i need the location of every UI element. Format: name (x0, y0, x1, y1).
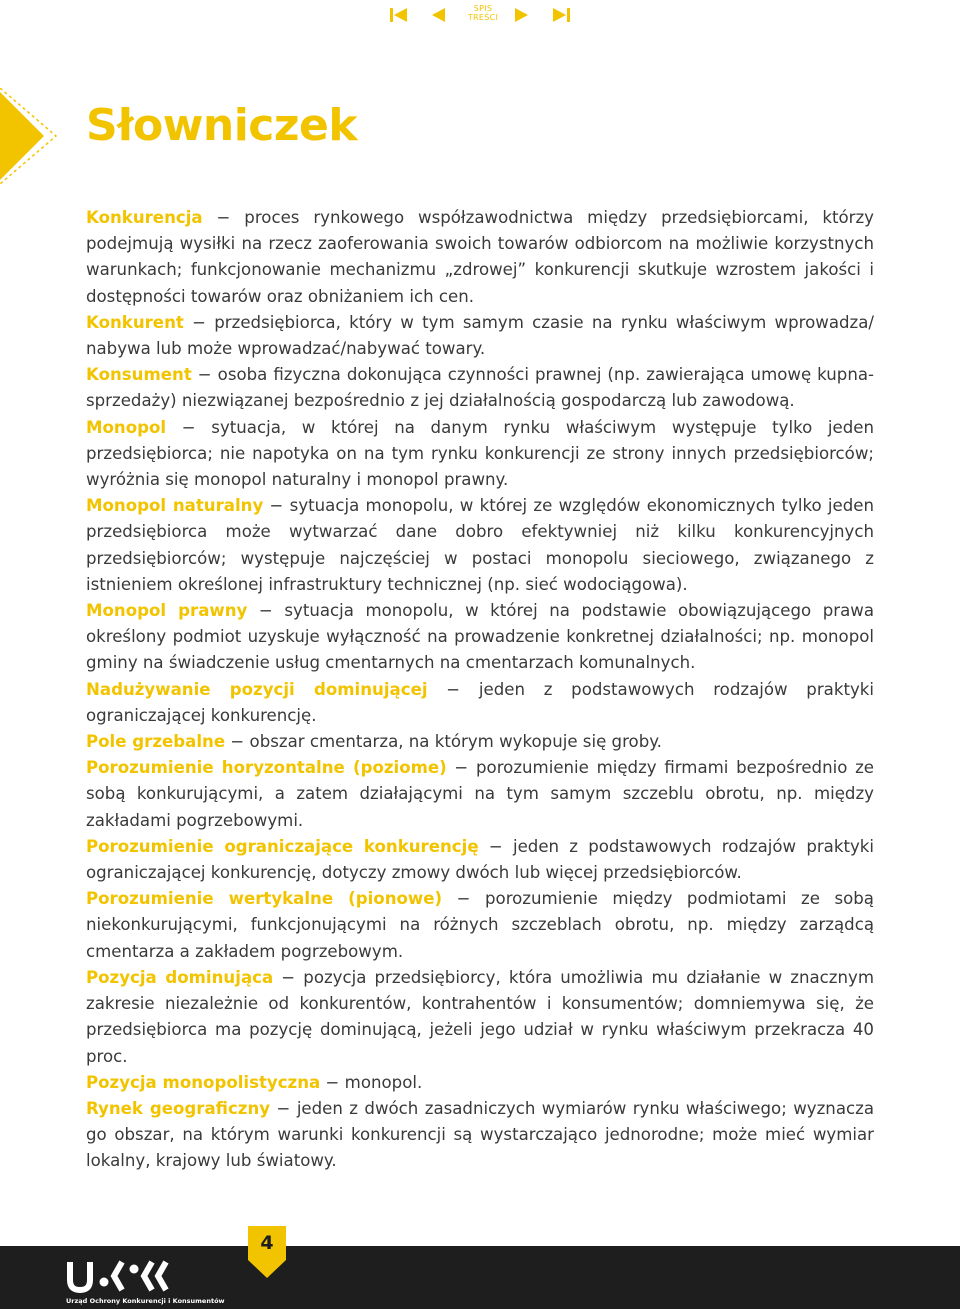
glossary-term: Porozumienie wertykalne (pionowe) (86, 889, 443, 909)
glossary-definition: − sytuacja monopolu, w której na podstawie obowiązującego prawa określony podmiot uzyskuje wyłączność na prowadzenie konkretnej działalności; np. monopol gminy na świadczenie usług cmentarnych na cmentarzach komunalnych. (86, 601, 874, 673)
glossary-term: Rynek geograficzny (86, 1098, 271, 1118)
glossary-term: Porozumienie ograniczające konkurencję (86, 836, 479, 856)
toc-label-line2: TREŚCI (467, 13, 499, 22)
glossary-entry (86, 729, 874, 755)
glossary-definition: − monopol. (320, 1072, 423, 1092)
glossary-definition: − sytuacja, w której na danym rynku właściwym występuje tylko jeden przedsiębiorca; nie napotyka on na tym rynku konkurencji ze strony innych przedsiębiorców; wyróżnia się monopol naturalny i monopol prawny. (86, 417, 874, 490)
glossary (86, 205, 874, 1175)
glossary-definition: − porozumienie między firmami bezpośrednio ze sobą konkurującymi, a zatem działającymi na tym samym szczeblu obrotu, np. między zakładami pogrzebowymi. (86, 758, 874, 830)
glossary-entry (86, 1096, 874, 1175)
top-navigation (384, 0, 584, 30)
glossary-definition: − proces rynkowego współzawodnictwa między przedsiębiorcami, którzy podejmują wysiłki na rzecz zaoferowania swoich towarów odbiorcom na możliwie korzystnych warunkach; funkcjonowanie mechanizmu „zdrowej” konkurencji skutkuje wzrostem jakości i dostępności towarów oraz obniżaniem ich cen. (86, 208, 874, 306)
glossary-entry (86, 362, 874, 414)
glossary-entry (86, 493, 874, 598)
glossary-term: Porozumienie horyzontalne (poziome) (86, 758, 447, 778)
glossary-term: Pozycja dominująca (86, 967, 274, 987)
glossary-term: Monopol prawny (86, 601, 248, 621)
glossary-definition: − porozumienie między podmiotami ze sobą niekonkurującymi, funkcjonującymi na różnych szczeblach obrotu, np. między zarządcą cmentarza a zakładem pogrzebowym. (86, 889, 874, 961)
glossary-entry (86, 886, 874, 965)
toc-label-line1: SPIS (473, 4, 493, 13)
glossary-definition: − jeden z dwóch zasadniczych wymiarów rynku właściwego; wyznacza go obszar, na którym warunki konkurencji są wystarczająco jednorodne; może mieć wymiar lokalny, krajowy lub światowy. (86, 1098, 874, 1171)
last-page-button[interactable] (550, 6, 572, 24)
arrow-left-icon (428, 6, 450, 24)
glossary-entry (86, 834, 874, 886)
skip-to-start-icon (388, 6, 410, 24)
first-page-button[interactable] (388, 6, 410, 24)
glossary-term: Pozycja monopolistyczna (86, 1072, 321, 1092)
glossary-term: Konkurencja (86, 208, 203, 227)
glossary-term: Nadużywanie pozycji dominującej (86, 679, 428, 699)
glossary-entry (86, 965, 874, 1070)
glossary-definition: − jeden z podstawowych rodzajów praktyki ograniczającej konkurencję, dotyczy zmowy dwóch lub więcej przedsiębiorców. (86, 836, 875, 883)
glossary-entry (86, 598, 874, 677)
glossary-definition: − osoba fizyczna dokonująca czynności prawnej (np. zawierająca umowę kupna-sprzedaży) niezwiązanej bezpośrednio z jej działalnością gospodarczą lub zawodową. (86, 365, 874, 411)
glossary-term: Konsument (86, 365, 192, 385)
glossary-definition: − obszar cmentarza, na którym wykopuje się groby. (225, 732, 662, 752)
glossary-term: Monopol (86, 417, 167, 437)
glossary-entry (86, 415, 874, 494)
glossary-term: Konkurent (86, 312, 184, 332)
glossary-definition: − przedsiębiorca, który w tym samym czasie na rynku właściwym wprowadza/ nabywa lub może wprowadzać/nabywać towary. (86, 312, 874, 359)
previous-page-button[interactable] (428, 6, 450, 24)
glossary-definition: − pozycja przedsiębiorcy, która umożliwia mu działanie w znacznym zakresie niezależnie od konkurentów, kontrahentów i konsumentów; domniemywa się, że przedsiębiorca ma pozycję dominującą, jeżeli jego udział w rynku właściwym przekracza 40 proc. (86, 967, 874, 1066)
table-of-contents-link[interactable] (466, 4, 500, 22)
glossary-term: Pole grzebalne (86, 732, 226, 752)
skip-to-end-icon (550, 6, 572, 24)
glossary-entry (86, 677, 874, 729)
glossary-entry (86, 310, 874, 362)
arrow-right-icon (510, 6, 532, 24)
glossary-entry (86, 755, 874, 834)
glossary-definition: − sytuacja monopolu, w której ze względów ekonomicznych tylko jeden przedsiębiorca może wytwarzać dane dobro efektywniej niż kilku konkurencyjnych przedsiębiorców; występuje najczęściej w postaci monopolu sieciowego, związanego z istnieniem określonej infrastruktury technicznej (np. sieć wodociągowa). (86, 496, 874, 594)
uokik-logo-icon (66, 1258, 206, 1294)
page-title: Słowniczek (86, 100, 358, 151)
logo-caption: Urząd Ochrony Konkurencji i Konsumentów (66, 1297, 225, 1305)
page-number: 4 (260, 1232, 274, 1254)
glossary-entry (86, 205, 874, 310)
decorative-arrow-icon (0, 88, 60, 184)
glossary-entry (86, 1070, 874, 1096)
glossary-definition: − jeden z podstawowych rodzajów praktyki ograniczającej konkurencję. (86, 679, 874, 725)
glossary-term: Monopol naturalny (86, 496, 264, 516)
next-page-button[interactable] (510, 6, 532, 24)
